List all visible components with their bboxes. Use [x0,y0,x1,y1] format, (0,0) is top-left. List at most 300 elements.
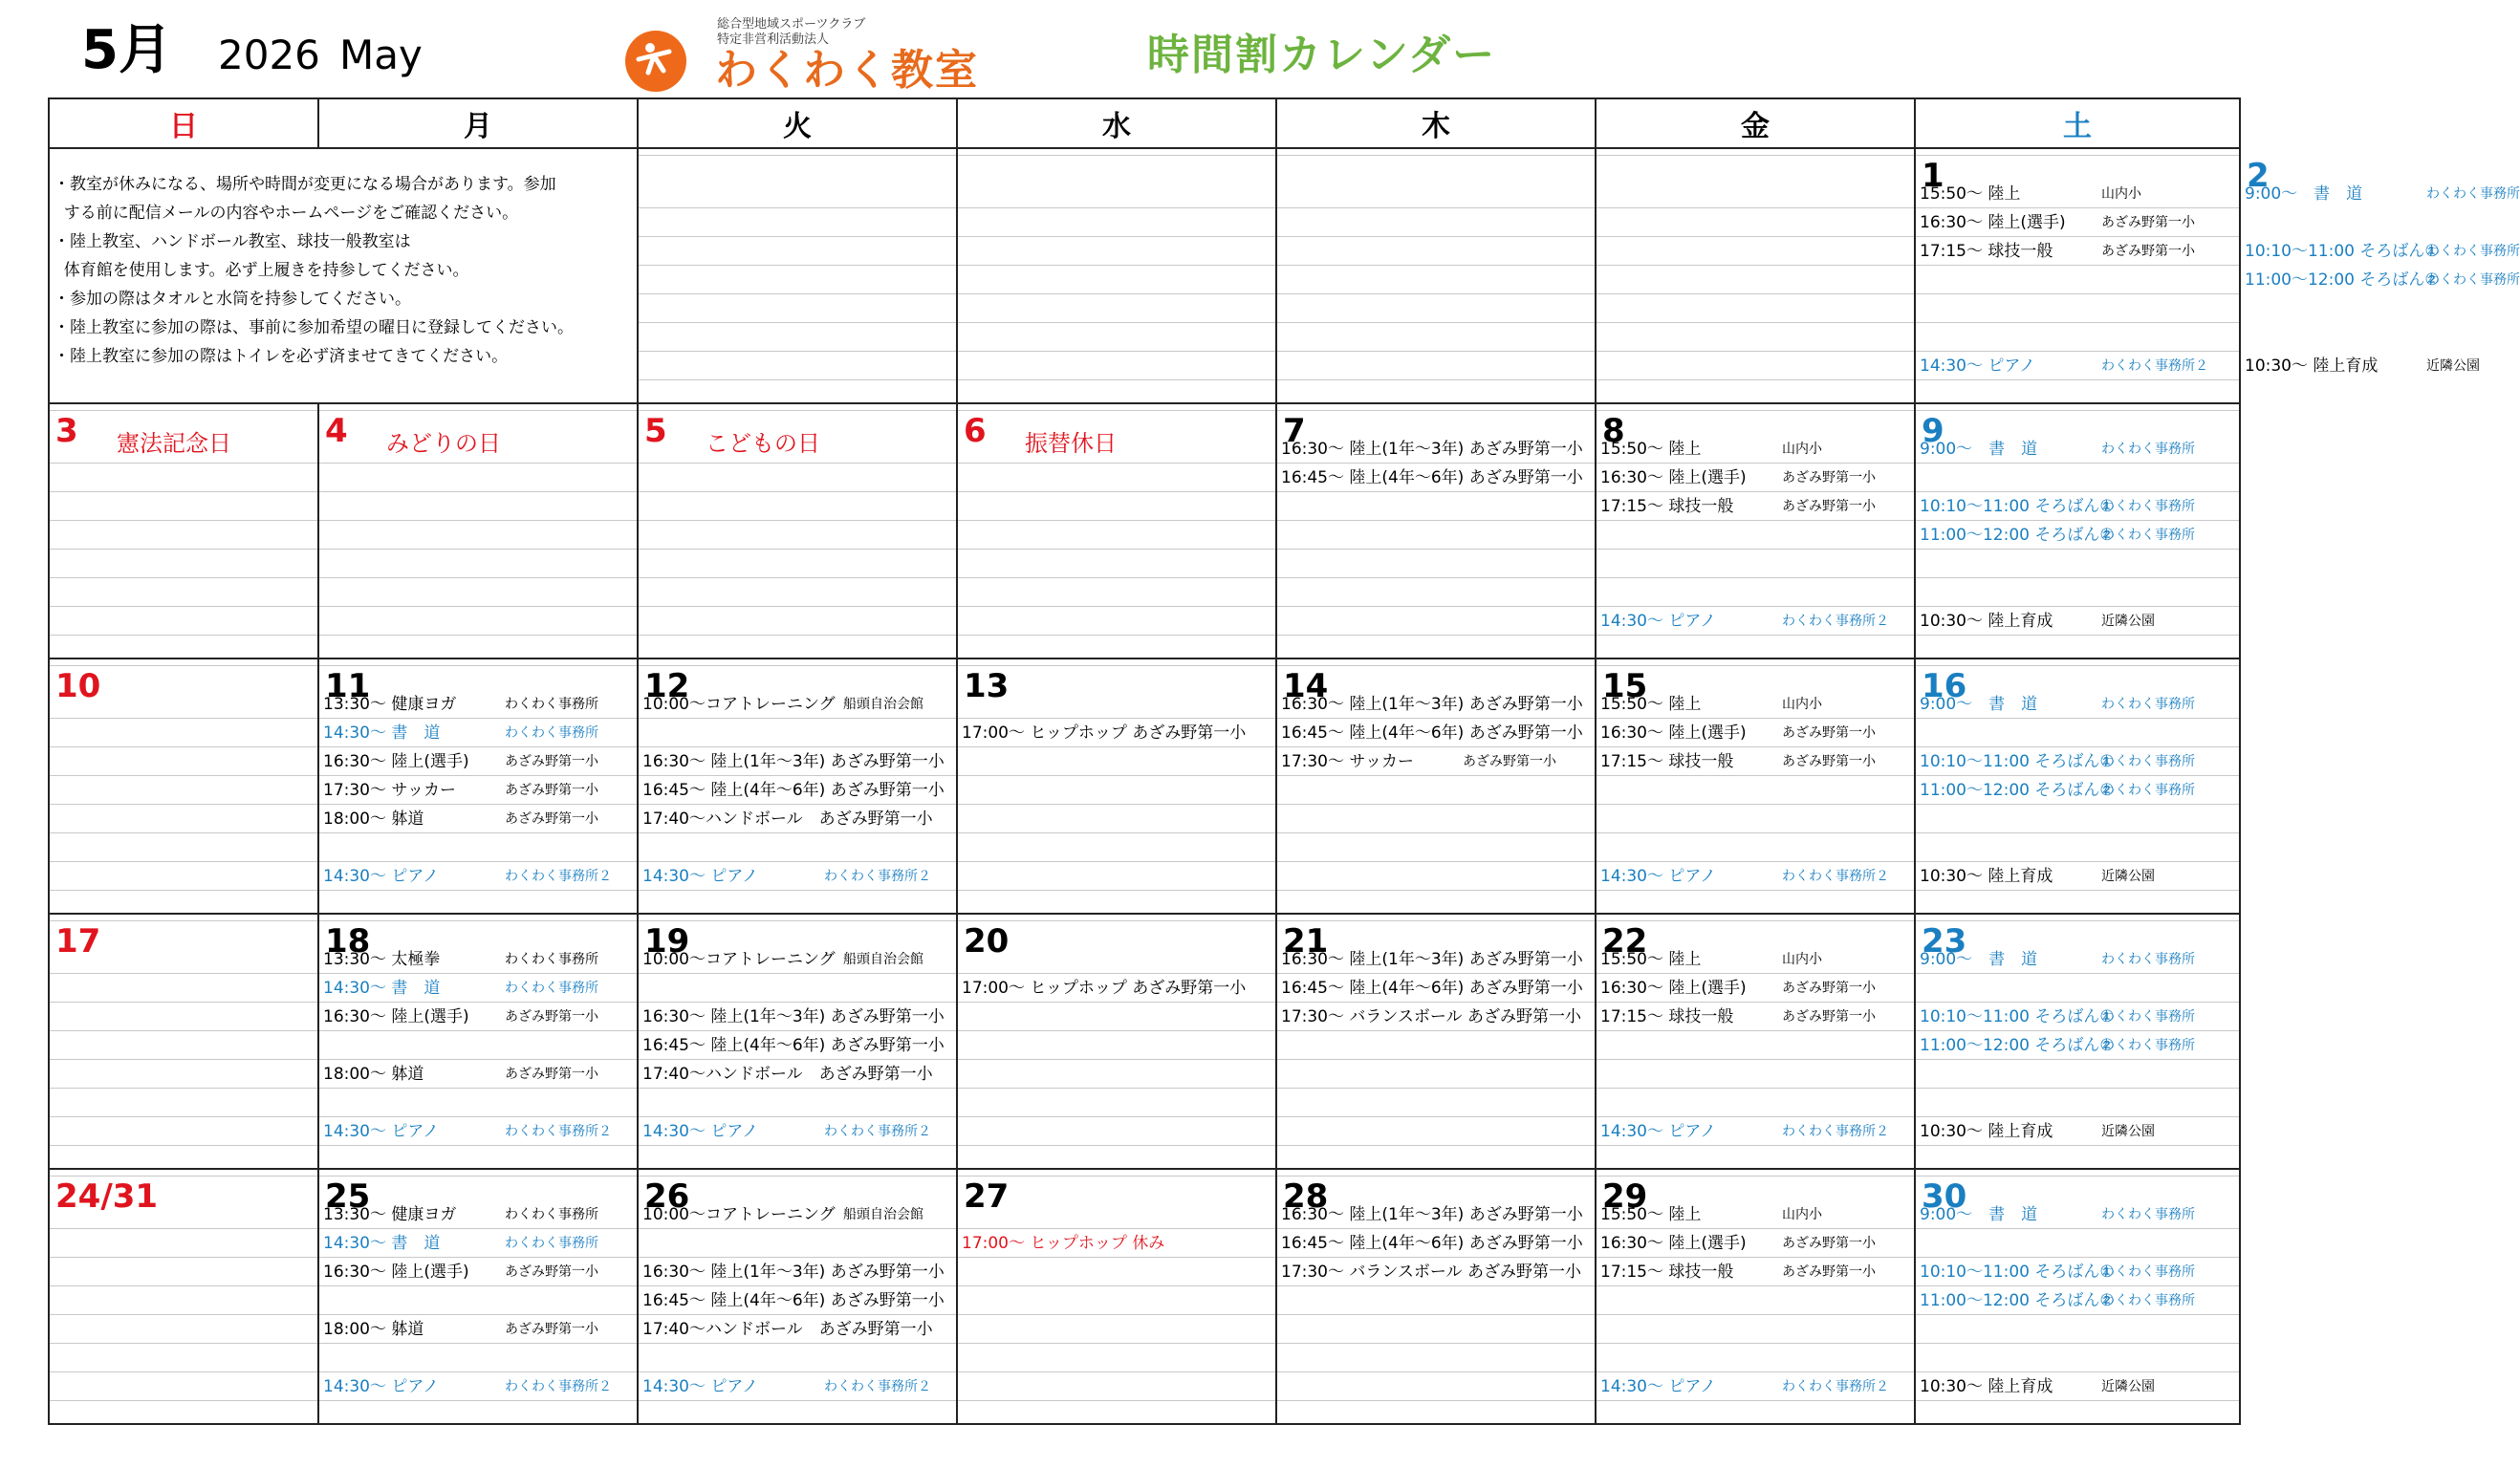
class-location: あざみ野第一小 [505,754,598,769]
class-time-name: 17:00〜 ヒップホップ あざみ野第一小 [962,723,1247,743]
class-location: あざみ野第一小 [505,811,598,827]
class-time-name: 11:00〜12:00 そろばん② [1920,1036,2115,1055]
class-entry [323,1006,598,1027]
class-location: 山内小 [2101,186,2141,202]
day-cell-content [319,915,637,1168]
class-entry [323,1204,598,1225]
day-number: 8 [1602,412,1625,450]
class-location: あざみ野第一小 [1782,1009,1876,1025]
day-cell [638,148,957,403]
class-entry [323,1262,598,1283]
class-entry [1600,1233,1876,1254]
class-time-name: 13:30〜 健康ヨガ [323,695,457,714]
class-entry [1281,978,1583,999]
class-time-name: 16:30〜 陸上(選手) [323,1007,469,1026]
class-time-name: 14:30〜 書 道 [323,723,441,743]
class-entry [1600,611,1889,632]
week-row [49,403,2240,658]
class-location: わくわく事務所 [2101,528,2195,543]
class-time-name: 15:50〜 陸上 [1600,440,1702,459]
class-entry [323,949,598,970]
class-time-name: 11:00〜12:00 そろばん② [1920,526,2115,545]
class-location: あざみ野第一小 [2101,215,2195,230]
class-entry [323,1376,612,1397]
class-entry [323,809,598,830]
class-entry [2245,270,2520,291]
class-time-name: 16:30〜 陸上(1年〜3年) あざみ野第一小 [642,1263,945,1282]
day-cell-content [639,915,956,1168]
class-location: 船頭自治会館 [843,1207,923,1222]
day-cell-content [639,404,956,658]
day-number: 26 [644,1177,690,1216]
day-number: 21 [1283,922,1329,961]
class-entry [323,978,598,999]
class-entry [642,866,931,887]
class-entry [642,1121,931,1142]
page-header [0,0,2282,96]
class-time-name: 17:30〜 バランスボール あざみ野第一小 [1281,1007,1581,1026]
class-time-name: 14:30〜 ピアノ [323,1377,440,1396]
class-time-name: 15:50〜 陸上 [1600,1205,1702,1224]
day-number: 3 [55,412,78,450]
class-location: あざみ野第一小 [1782,470,1876,486]
class-entry [1600,496,1876,517]
class-entry [323,723,598,744]
day-number: 4 [325,412,348,450]
holiday-name: 憲法記念日 [117,430,231,457]
day-cell [1915,658,2240,914]
day-cell-content [50,915,317,1168]
class-location: 近隣公園 [2101,1379,2155,1394]
class-time-name: 16:30〜 陸上(選手) [1600,723,1747,743]
class-location: わくわく事務所 [2101,499,2195,514]
class-location: あざみ野第一小 [505,1264,598,1280]
class-time-name: 16:45〜 陸上(4年〜6年) あざみ野第一小 [1281,1234,1583,1253]
class-entry [1600,751,1876,772]
class-entry [642,809,933,830]
class-location: 近隣公園 [2426,358,2480,374]
day-cell-content [1916,915,2239,1168]
day-cell-content [958,915,1275,1168]
day-cell [1596,403,1915,658]
class-location: わくわく事務所 [505,725,598,741]
day-cell [318,403,638,658]
class-entry [323,866,612,887]
class-time-name: 18:00〜 躰道 [323,1320,424,1339]
class-time-name: 9:00〜 書 道 [1920,950,2038,969]
class-time-name: 16:30〜 陸上(選手) [323,752,469,771]
day-number: 16 [1922,667,1967,705]
class-location: わくわく事務所 [2101,1038,2195,1053]
class-entry [1920,1204,2195,1225]
logo-mark-icon [625,31,686,92]
class-location: あざみ野第一小 [505,1322,598,1337]
day-cell-content [1277,659,1595,913]
class-entry [1920,694,2195,715]
class-location: 船頭自治会館 [843,952,923,967]
class-entry [642,1290,945,1311]
class-location: 山内小 [1782,442,1822,457]
class-time-name: 10:30〜 陸上育成 [1920,612,2053,631]
class-entry [1600,978,1876,999]
class-time-name: 10:00〜コアトレーニング [642,1205,836,1224]
class-entry [2245,241,2520,262]
day-cell [1915,148,2240,403]
class-location: わくわく事務所 [2101,754,2195,769]
day-cell-content [1277,915,1595,1168]
class-location: わくわく事務所 [2101,783,2195,798]
class-time-name: 14:30〜 ピアノ [1920,356,2036,376]
day-number: 1 [1922,157,1944,195]
week-row [49,148,2240,403]
day-number: 18 [325,922,371,961]
day-cell-content [50,149,637,402]
class-entry [1920,611,2155,632]
class-time-name: 18:00〜 躰道 [323,810,424,829]
class-time-name: 10:00〜コアトレーニング [642,950,836,969]
class-location: わくわく事務所 [505,697,598,712]
class-location: わくわく事務所２ [1782,1379,1889,1394]
day-cell [1276,658,1596,914]
day-number: 14 [1283,667,1329,705]
weekday-thu: 木 [1276,98,1596,148]
class-time-name: 10:30〜 陸上育成 [2245,356,2379,376]
day-cell-content [1597,404,1914,658]
class-entry [1920,439,2195,460]
class-location: わくわく事務所 [505,981,598,996]
class-time-name: 17:15〜 球技一般 [1920,242,2053,261]
class-time-name: 17:15〜 球技一般 [1600,497,1734,516]
class-entry [2245,356,2480,377]
holiday-name: 振替休日 [1025,430,1117,457]
class-time-name: 17:30〜 サッカー [323,781,457,800]
day-cell-content [958,1170,1275,1423]
class-entry [642,780,945,801]
day-cell-content [319,1170,637,1423]
class-location: わくわく事務所 [2426,272,2520,288]
class-location: あざみ野第一小 [1782,754,1876,769]
day-number: 27 [964,1177,1010,1216]
class-entry [642,751,945,772]
class-time-name: 17:15〜 球技一般 [1600,1007,1734,1026]
day-number: 30 [1922,1177,1967,1216]
logo-name: わくわく教室 [715,46,979,95]
day-cell [1596,148,1915,403]
class-location: わくわく事務所２ [505,1379,612,1394]
day-cell [957,148,1276,403]
class-time-name: 14:30〜 ピアノ [1600,1122,1717,1141]
week-row [49,658,2240,914]
day-cell [318,914,638,1169]
class-entry [1281,1204,1583,1225]
day-number: 12 [644,667,690,705]
class-time-name: 10:10〜11:00 そろばん① [1920,1263,2115,1282]
class-time-name: 9:00〜 書 道 [1920,440,2038,459]
day-cell-content [639,1170,956,1423]
day-cell [957,914,1276,1169]
class-location: わくわく事務所 [505,1236,598,1251]
class-entry [1600,1006,1876,1027]
class-entry [1600,1121,1889,1142]
day-cell-content [1916,404,2239,658]
class-time-name: 14:30〜 ピアノ [642,1377,759,1396]
day-cell-content [1597,659,1914,913]
weekday-mon: 月 [318,98,638,148]
class-time-name: 14:30〜 ピアノ [323,867,440,886]
class-location: わくわく事務所２ [505,1124,612,1139]
day-cell-content [958,404,1275,658]
class-time-name: 16:30〜 陸上(1年〜3年) あざみ野第一小 [1281,440,1583,459]
day-cell-content [1916,149,2239,402]
class-entry [642,949,923,970]
class-time-name: 11:00〜12:00 そろばん② [1920,781,2115,800]
class-entry [1920,525,2195,546]
day-cell-content [639,659,956,913]
class-entry [1920,866,2155,887]
weekday-header-row [49,98,2240,148]
holiday-name: みどりの日 [386,430,501,457]
day-cell-content [639,149,956,402]
class-time-name: 13:30〜 太極拳 [323,950,441,969]
day-number: 5 [644,412,667,450]
day-number: 20 [964,922,1010,961]
class-entry [1920,1290,2195,1311]
day-cell-content [50,659,317,913]
day-cell [638,658,957,914]
class-time-name: 9:00〜 書 道 [2245,184,2363,204]
class-entry [642,1376,931,1397]
class-entry [642,1006,945,1027]
class-location: わくわく事務所２ [1782,1124,1889,1139]
class-location: わくわく事務所２ [505,869,612,884]
class-location: わくわく事務所 [2101,1293,2195,1308]
class-time-name: 13:30〜 健康ヨガ [323,1205,457,1224]
class-time-name: 16:30〜 陸上(選手) [323,1263,469,1282]
class-entry [1920,212,2195,233]
class-entry [1920,241,2195,262]
weekday-sun: 日 [49,98,318,148]
class-time-name: 14:30〜 ピアノ [1600,1377,1717,1396]
class-location: わくわく事務所 [505,1207,598,1222]
class-entry [1920,1121,2155,1142]
week-row [49,914,2240,1169]
day-number: 24/31 [55,1177,159,1216]
class-time-name: 14:30〜 ピアノ [1600,612,1717,631]
class-time-name: 16:30〜 陸上(1年〜3年) あざみ野第一小 [1281,1205,1583,1224]
page-title: 時間割カレンダー [1147,31,1497,79]
class-entry [323,1064,598,1085]
day-cell [638,1169,957,1424]
class-time-name: 16:30〜 陸上(選手) [1600,979,1747,998]
class-location: わくわく事務所 [2101,1264,2195,1280]
class-time-name: 17:40〜ハンドボール あざみ野第一小 [642,1320,933,1339]
class-time-name: 16:30〜 陸上(1年〜3年) あざみ野第一小 [642,752,945,771]
day-cell [1276,914,1596,1169]
class-entry [1920,1262,2195,1283]
class-entry [323,780,598,801]
class-entry [1920,1006,2195,1027]
class-entry [1281,723,1583,744]
day-cell [1596,914,1915,1169]
class-time-name: 14:30〜 ピアノ [642,1122,759,1141]
day-cell-content [1277,1170,1595,1423]
day-number: 6 [964,412,987,450]
week-row [49,1169,2240,1424]
class-location: わくわく事務所 [2101,442,2195,457]
class-location: 近隣公園 [2101,1124,2155,1139]
day-cell-content [1916,659,2239,913]
class-entry [1920,780,2195,801]
day-cell-content [1597,149,1914,402]
class-time-name: 17:15〜 球技一般 [1600,1263,1734,1282]
class-location: あざみ野第一小 [1463,754,1556,769]
class-time-name: 14:30〜 ピアノ [323,1122,440,1141]
day-number: 11 [325,667,371,705]
class-location: あざみ野第一小 [505,1009,598,1025]
month-number: 5月 [81,19,172,81]
day-number: 2 [2247,157,2270,195]
logo-subtitle: 総合型地域スポーツクラブ 特定非営利活動法人 [717,17,866,47]
class-location: 船頭自治会館 [843,697,923,712]
class-time-name: 16:45〜 陸上(4年〜6年) あざみ野第一小 [1281,979,1583,998]
day-cell-content [319,659,637,913]
day-number: 23 [1922,922,1967,961]
club-logo [621,11,1004,94]
day-cell [49,1169,318,1424]
class-entry [642,1204,923,1225]
class-entry [642,694,923,715]
class-time-name: 17:40〜ハンドボール あざみ野第一小 [642,810,933,829]
weekday-sat: 土 [1915,98,2240,148]
weekday-tue: 火 [638,98,957,148]
day-cell [49,148,638,403]
class-location: 山内小 [1782,697,1822,712]
class-location: あざみ野第一小 [505,783,598,798]
class-entry [1600,1376,1889,1397]
class-entry [1281,467,1583,488]
class-entry [1600,439,1822,460]
class-location: わくわく事務所２ [1782,614,1889,629]
class-entry [1600,1262,1876,1283]
class-entry [323,1319,598,1340]
class-time-name: 11:00〜12:00 そろばん② [1920,1291,2115,1310]
class-entry [1281,439,1583,460]
class-entry [962,1233,1164,1254]
class-location: わくわく事務所 [2426,186,2520,202]
class-entry [1600,866,1889,887]
day-cell [318,1169,638,1424]
day-cell [1915,403,2240,658]
class-time-name: 14:30〜 ピアノ [642,867,759,886]
day-cell [49,914,318,1169]
notice-text: ・教室が休みになる、場所や時間が変更になる場合があります。参加 する前に配信メールの内容やホームページをご確認ください。 ・陸上教室、ハンドボール教室、球技一般教室は 体育館を使用します。必ず上履きを持参してください。 ・参加の際はタオルと水筒を持参してください。 ・陸上教室に参加の際は、事前に参加希望の曜日に登録してください。 ・陸上教室に参加の際はトイレを必ず済ませてきてください。 [54,175,574,366]
day-cell [1915,1169,2240,1424]
day-number: 7 [1283,412,1306,450]
class-time-name: 10:30〜 陸上育成 [1920,867,2053,886]
day-cell [49,403,318,658]
class-time-name: 16:45〜 陸上(4年〜6年) あざみ野第一小 [642,1291,945,1310]
day-cell-content [1277,149,1595,402]
class-location: あざみ野第一小 [2101,244,2195,259]
day-cell [1276,148,1596,403]
class-time-name: 16:30〜 陸上(1年〜3年) あざみ野第一小 [1281,950,1583,969]
class-location: わくわく事務所 [2101,1009,2195,1025]
day-number: 10 [55,667,101,705]
class-time-name: 16:45〜 陸上(4年〜6年) あざみ野第一小 [1281,468,1583,487]
class-entry [1600,949,1822,970]
class-time-name: 10:30〜 陸上育成 [1920,1377,2053,1396]
day-cell [1596,1169,1915,1424]
class-entry [642,1319,933,1340]
class-time-name: 14:30〜 書 道 [323,1234,441,1253]
class-entry [2245,184,2520,205]
class-time-name: 15:50〜 陸上 [1920,184,2021,204]
day-cell-content [1597,915,1914,1168]
month-english-label: May [339,32,423,78]
class-time-name: 10:10〜11:00 そろばん① [1920,752,2115,771]
class-entry [323,1121,612,1142]
class-entry [1920,949,2195,970]
weekday-fri: 金 [1596,98,1915,148]
day-cell-content [50,404,317,658]
class-location: あざみ野第一小 [1782,981,1876,996]
class-time-name: 18:00〜 躰道 [323,1065,424,1084]
day-cell-content [50,1170,317,1423]
class-time-name: 17:40〜ハンドボール あざみ野第一小 [642,1065,933,1084]
day-number: 22 [1602,922,1648,961]
class-time-name: 10:10〜11:00 そろばん① [1920,497,2115,516]
day-cell [638,914,957,1169]
class-entry [1281,751,1556,772]
class-time-name: 17:00〜 ヒップホップ あざみ野第一小 [962,979,1247,998]
day-cell [957,658,1276,914]
holiday-name: こどもの日 [706,430,820,457]
day-cell-content [319,404,637,658]
class-time-name: 10:10〜11:00 そろばん① [2245,242,2440,261]
class-time-name: 9:00〜 書 道 [1920,695,2038,714]
class-entry [1920,356,2208,377]
class-entry [962,723,1246,744]
weekday-wed: 水 [957,98,1276,148]
day-number: 13 [964,667,1010,705]
day-number: 15 [1602,667,1648,705]
day-number: 17 [55,922,101,961]
class-time-name: 11:00〜12:00 そろばん② [2245,270,2440,290]
class-entry [1281,949,1583,970]
class-entry [642,1035,945,1056]
day-number: 25 [325,1177,371,1216]
class-location: わくわく事務所 [2101,697,2195,712]
day-cell-content [958,149,1275,402]
class-time-name: 16:45〜 陸上(4年〜6年) あざみ野第一小 [642,1036,945,1055]
day-cell [1596,658,1915,914]
day-cell [1276,403,1596,658]
class-location: 山内小 [1782,952,1822,967]
class-entry [1600,1204,1822,1225]
day-number: 29 [1602,1177,1648,1216]
class-time-name: 16:30〜 陸上(選手) [1920,213,2066,232]
class-time-name: 17:15〜 球技一般 [1600,752,1734,771]
day-cell [957,1169,1276,1424]
day-cell [1915,914,2240,1169]
class-time-name: 16:45〜 陸上(4年〜6年) あざみ野第一小 [1281,723,1583,743]
class-location: あざみ野第一小 [1782,499,1876,514]
day-cell-content [1597,1170,1914,1423]
class-entry [1281,694,1583,715]
class-entry [1281,1233,1583,1254]
class-entry [962,978,1246,999]
class-entry [1920,184,2141,205]
